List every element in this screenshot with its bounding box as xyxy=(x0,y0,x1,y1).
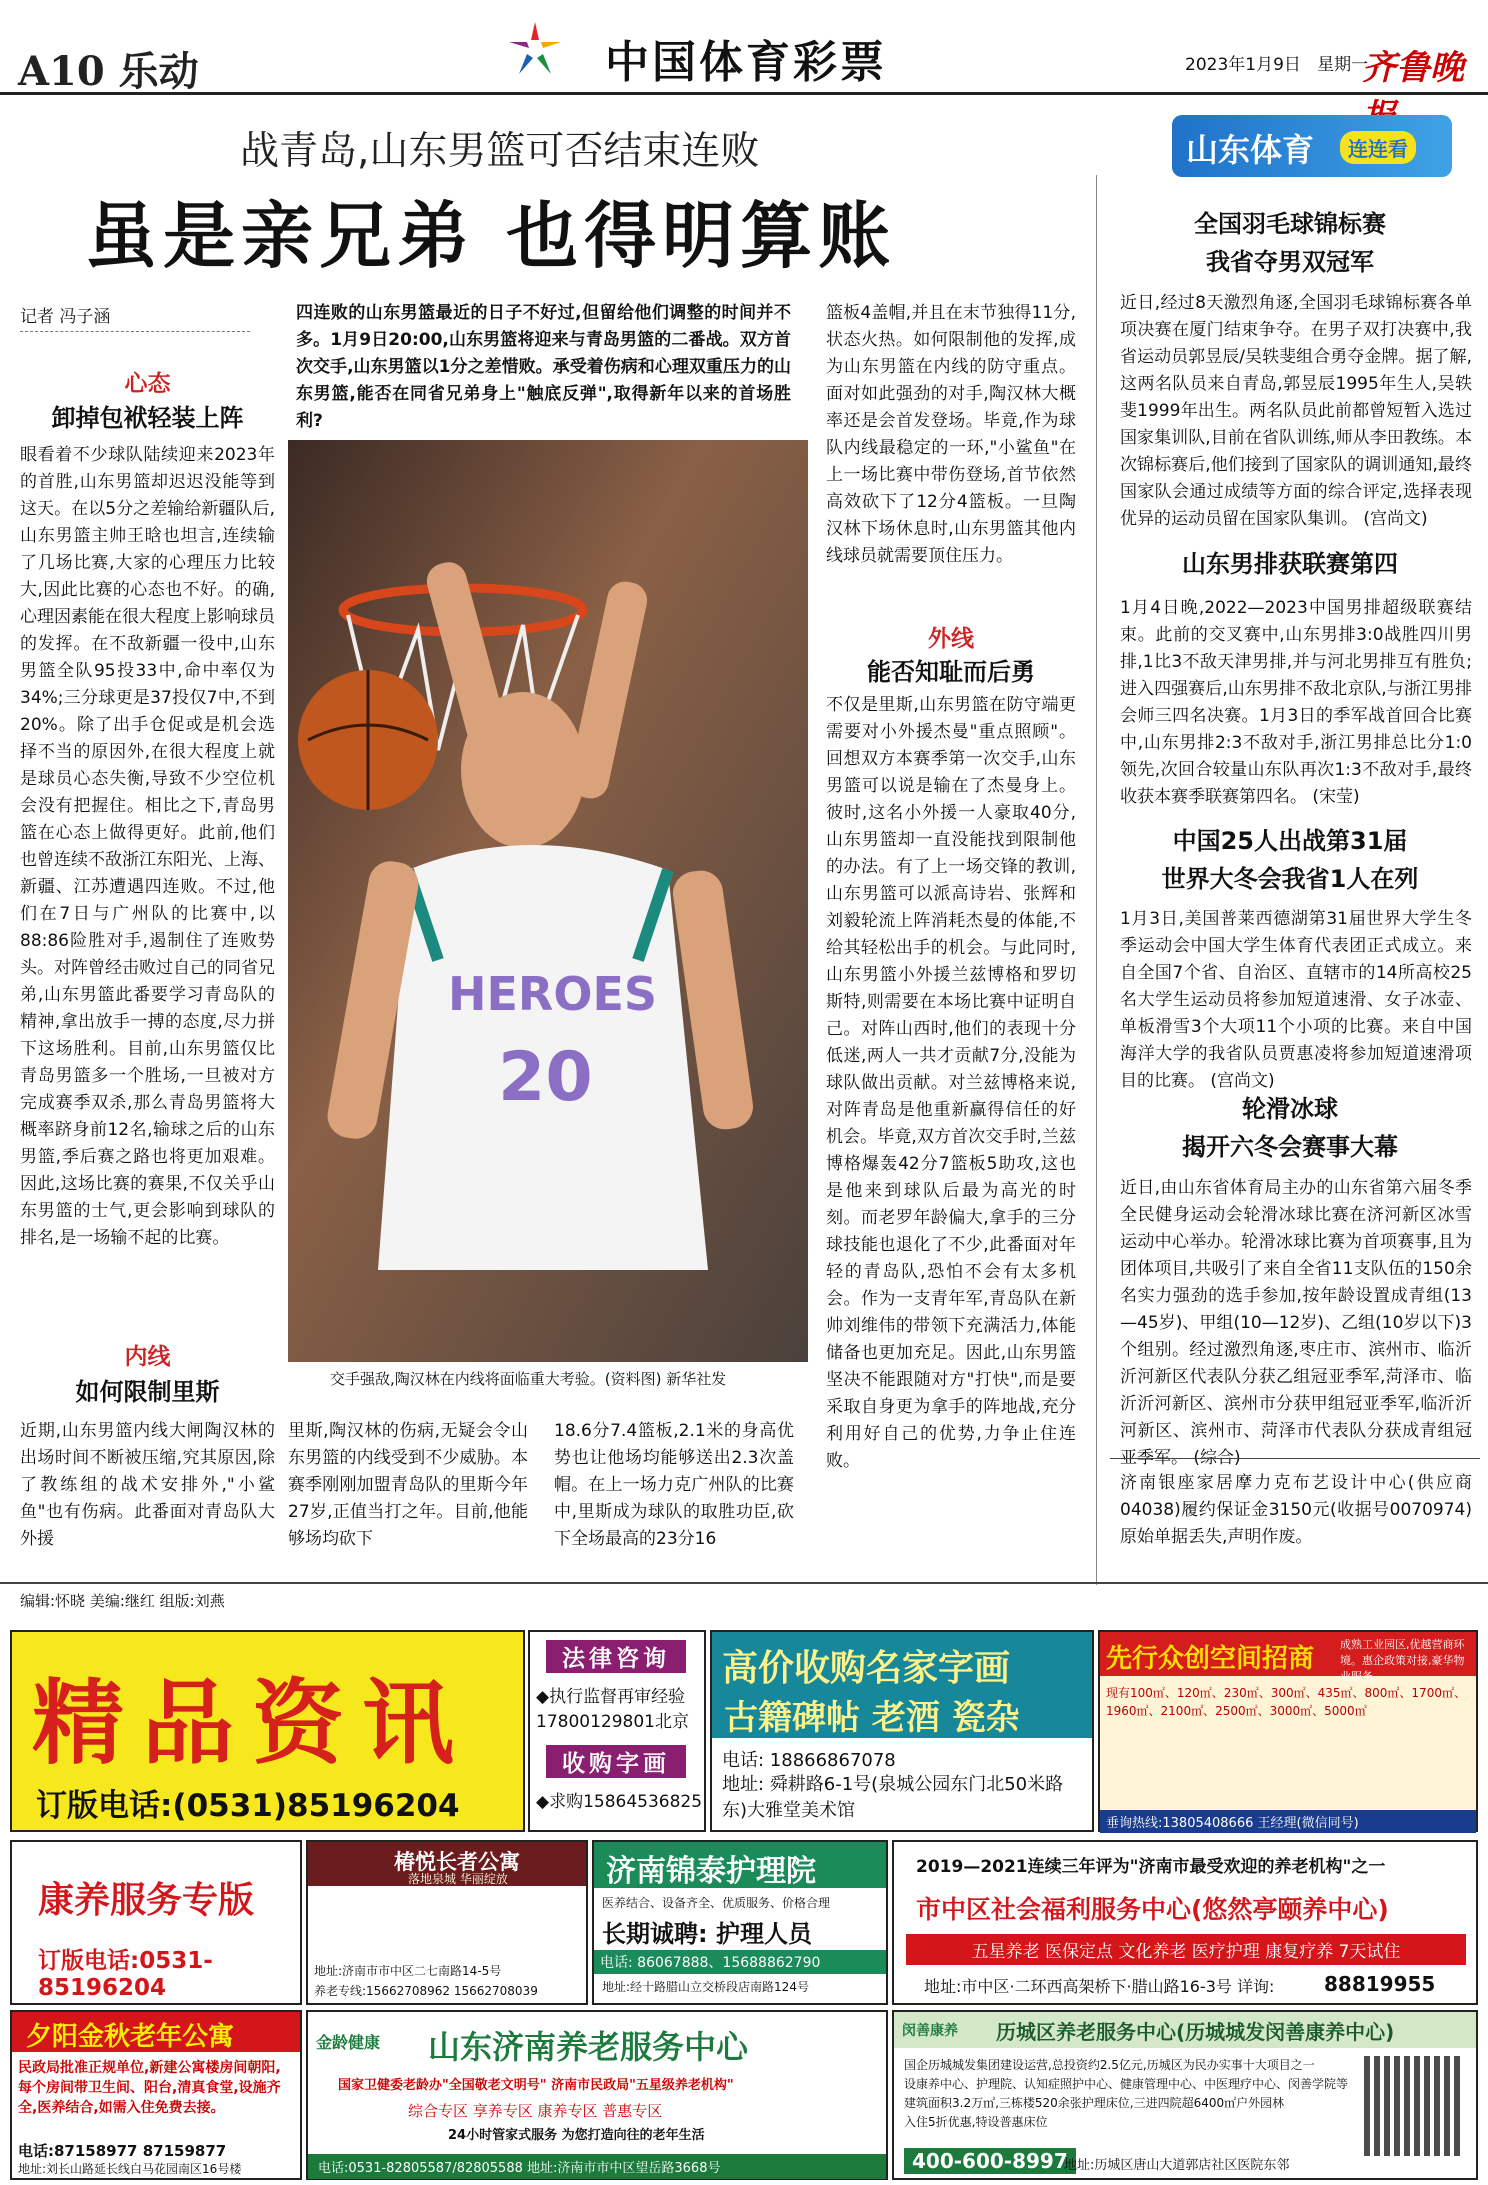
article-photo xyxy=(288,440,808,1362)
ad-jinling: 金龄健康 山东济南养老服务中心 国家卫健委老龄办"全国敬老文明号" 济南市民政局"五星级养老机构" 综合专区 享养专区 康养专区 普惠专区 24小时管家式服务 为您打造向往的老年生活 电话:0531-82805587/82805588 地址:济南市市中区望岳路3668号 xyxy=(306,2010,888,2180)
article-headline: 虽是亲兄弟 也得明算账 xyxy=(85,193,897,278)
page-number: A10 乐动 xyxy=(18,48,199,95)
news-3-text: 1月3日,美国普莱西德湖第31届世界大学生冬季运动会中国大学生体育代表团正式成立。来自全国7个省、自治区、直辖市的14所高校25名大学生运动员将参加短道速滑、女子冰壶、单板滑雪3个大项11个小项的比赛。来自中国海洋大学的我省队员贾惠凌将参加短道速滑项目的比赛。 (宫尚文) xyxy=(1120,909,1472,1091)
news-1-text: 近日,经过8天激烈角逐,全国羽毛球锦标赛各单项决赛在厦门结束争夺。在男子双打决赛中,我省运动员郭昱辰/吴轶斐组合勇夺金牌。据了解,这两名队员来自青岛,郭昱辰1995年生人,吴轶斐1999年出生。两名队员此前都曾短暂入选过国家集训队,目前在省队训练,师从李田教练。本次锦标赛后,他们接到了国家队的调训通知,最终国家队会通过成绩等方面的综合评定,选择表现优异的运动员留在国家队集训。 (宫尚文) xyxy=(1120,293,1472,529)
ad-xiyang: 夕阳金秋老年公寓 民政局批准正规单位,新建公寓楼房间朝阳,每个房间带卫生间、阳台,清真食堂,设施齐全,医养结合,如需入住免费去接。 电话:87158977 87159877 地址:刘长山路延长线白马花园南区16号楼 xyxy=(10,2010,302,2180)
column-3b-text: 18.6分7.4篮板,2.1米的身高优势也让他场均能够送出2.3次盖帽。在上一场力克广州队的比赛中,里斯成为球队的取胜功臣,砍下全场最高的23分16 xyxy=(554,1421,794,1549)
section-title-inside: 如何限制里斯 xyxy=(75,1378,220,1406)
news-1-title: 全国羽毛球锦标赛 我省夺男双冠军 xyxy=(1194,210,1386,276)
jersey-text: HEROES xyxy=(448,967,657,1021)
news-3-title: 中国25人出战第31届 世界大冬会我省1人在列 xyxy=(1161,827,1419,893)
news-4-title: 轮滑冰球 揭开六冬会赛事大幕 xyxy=(1182,1095,1398,1161)
lost-notice: 济南银座家居摩力克布艺设计中心(供应商04038)履约保证金3150元(收据号0070974)原始单据丢失,声明作废。 xyxy=(1120,1473,1472,1547)
lottery-brand: 中国体育彩票 xyxy=(605,37,887,88)
jersey-number: 20 xyxy=(498,1038,593,1117)
article-intro: 四连败的山东男篮最近的日子不好过,但留给他们调整的时间并不多。1月9日20:00,山东男篮将迎来与青岛男篮的二番战。双方首次交手,山东男篮以1分之差惜败。承受着伤病和心理双重压力的山东男篮,能否在同省兄弟身上"触底反弹",取得新年以来的首场胜利? xyxy=(296,303,791,431)
footer-rule xyxy=(0,1582,1488,1584)
section-tag-outside: 外线 xyxy=(928,626,974,652)
ad-jingpin: 精品资讯 订版电话:(0531)85196204 xyxy=(10,1630,525,1832)
ad-calligraphy: 高价收购名家字画 古籍碑帖 老酒 瓷杂 电话: 18866867078 地址: 舜耕路6-1号(泉城公园东门北50米路东)大雅堂美术馆 xyxy=(710,1630,1094,1832)
article-subhead: 战青岛,山东男篮可否结束连败 xyxy=(240,129,760,174)
photo-caption: 交手强敌,陶汉林在内线将面临重大考验。(资料图) 新华社发 xyxy=(330,1370,727,1388)
column-2b-text: 里斯,陶汉林的伤病,无疑会令山东男篮的内线受到不少威胁。本赛季刚刚加盟青岛队的里斯今年27岁,正值当打之年。目前,他能够场均砍下 xyxy=(288,1421,528,1549)
news-2-text: 1月4日晚,2022—2023中国男排超级联赛结束。此前的交叉赛中,山东男排3:0战胜四川男排,1比3不敌天津男排,并与河北男排互有胜负;进入四强赛后,山东男排不敌北京队,与浙江男排会师三四名决赛。1月3日的季军战首回合比赛中,山东男排2:3不敌对手,浙江男排总比分1:0领先,次回合较量山东队再次1:3不敌对手,最终收获本赛季联赛第四名。 (宋莹) xyxy=(1120,598,1472,807)
date: 2023年1月9日 星期一 xyxy=(1185,55,1369,75)
news-4-text: 近日,由山东省体育局主办的山东省第六届冬季全民健身运动会轮滑冰球比赛在济河新区冰雪运动中心举办。轮滑冰球比赛为首项赛事,且为团体项目,共吸引了来自全省11支队伍的150余名实力强劲的选手参加,按年龄设置成青组(13—45岁)、甲组(10—12岁)、乙组(10岁以下)3个组别。经过激烈角逐,枣庄市、滨州市、临沂沂河新区代表队分获乙组冠亚季军,菏泽市、临沂沂河新区、滨州市分获甲组冠亚季军,临沂沂河新区、滨州市、菏泽市代表队分获成青组冠亚季军。 (综合) xyxy=(1120,1178,1472,1468)
sidebar-banner: 山东体育 连连看 xyxy=(1172,115,1452,177)
dunk-photo-illustration xyxy=(288,440,808,1362)
byline: 记者 冯子涵 xyxy=(20,302,250,332)
page-header xyxy=(0,0,1488,95)
qr-code-icon xyxy=(1364,2056,1464,2156)
column-4-text: 篮板4盖帽,并且在末节独得11分,状态火热。如何限制他的发挥,成为山东男篮在内线的防守重点。面对如此强劲的对手,陶汉林大概率还是会首发登场。毕竟,作为球队内线最稳定的一环,"小鲨鱼"在上一场比赛中带伤登场,首节依然高效砍下了12分4篮板。一旦陶汉林下场休息时,山东男篮其他内线球员就需要顶住压力。 xyxy=(826,303,1076,566)
section-tag-inside: 内线 xyxy=(124,1344,171,1370)
ad-chunyue: 椿悦长者公寓 落地泉城 华丽绽放 地址:济南市市中区二七南路14-5号 养老专线:15662708962 15662708039 xyxy=(306,1840,588,2005)
section-title-mindset: 卸掉包袱轻装上阵 xyxy=(51,404,244,432)
sidebar-divider xyxy=(1096,175,1097,1585)
notice-divider xyxy=(1110,1458,1480,1459)
ad-shizhong: 2019—2021连续三年评为"济南市最受欢迎的养老机构"之一 市中区社会福利服务中心(悠然亭颐养中心) 五星养老 医保定点 文化养老 医疗护理 康复疗养 7天试住 地址:市中区·二环西高架桥下·腊山路16-3号 详询: 88819955 xyxy=(892,1840,1478,2005)
ad-jintai: 济南锦泰护理院 医养结合、设备齐全、优质服务、价格合理 长期诚聘: 护理人员 电话: 86067888、15688862790 地址:经十路腊山立交桥段店南路124号 xyxy=(592,1840,888,2005)
ad-incubator: 先行众创空间招商 成熟工业园区,优越营商环境。惠企政策对接,豪华物业服务。 现有100㎡、120㎡、230㎡、300㎡、435㎡、800㎡、1700㎡、1960㎡、2100㎡、2500㎡、3000㎡、5000㎡ 垂询热线:13805408666 王经理(微信同号) xyxy=(1098,1630,1478,1832)
section-title-outside: 能否知耻而后勇 xyxy=(867,658,1035,686)
column-4b-text: 不仅是里斯,山东男篮在防守端更需要对小外援杰曼"重点照顾"。回想双方本赛季第一次交手,山东男篮可以说是输在了杰曼身上。彼时,这名小外援一人豪取40分,山东男篮却一直没能找到限制他的办法。有了上一场交锋的教训,山东男篮可以派高诗岩、张辉和刘毅轮流上阵消耗杰曼的体能,不给其轻松出手的机会。与此同时,山东男篮小外援兰兹博格和罗切斯特,则需要在本场比赛中证明自己。对阵山西时,他们的表现十分低迷,两人一共才贡献7分,没能为球队做出贡献。对兰兹博格来说,对阵青岛是他重新赢得信任的好机会。毕竟,双方首次交手时,兰兹博格爆轰42分7篮板5助攻,这也是他来到球队后最为高光的时刻。而老罗年龄偏大,拿手的三分球技能也退化了不少,此番面对年轻的青岛队,恐怕不会有太多机会。作为一支青年军,青岛队在新帅刘维伟的带领下充满活力,体能储备也更加充足。因此,山东男篮坚决不能跟随对方"打快",而是要采取自身更为拿手的阵地战,充分利用好自己的优势,力争止住连败。 xyxy=(826,695,1076,1471)
newspaper-name: 齐鲁晚 xyxy=(1362,48,1464,88)
editor-credits: 编辑:怀晓 美编:继红 组版:刘燕 xyxy=(20,1592,225,1610)
ad-legal: 法律咨询 ◆执行监督再审经验 17800129801北京 收购字画 ◆求购15864536825 xyxy=(528,1630,706,1832)
news-2-title: 山东男排获联赛第四 xyxy=(1182,550,1398,578)
ad-mingshan: 闵善康养 历城区养老服务中心(历城城发闵善康养中心) 国企历城城发集团建设运营,总投资约2.5亿元,历城区为民办实事十大项目之一 设康养中心、护理院、认知症照护中心、健康管理中心、中医理疗中心、闵善学院等 建筑面积3.2万㎡,三栋楼520余张护理床位,三进四院超6400㎡户外园林 入住5折优惠,特设普惠床位 400-600-8997 地址:历城区唐山大道郭店社区医院东邻 xyxy=(892,2010,1478,2180)
lottery-logo-icon xyxy=(505,18,565,78)
section-tag-mindset: 心态 xyxy=(124,371,171,397)
ad-kangyang: 康养服务专版 订版电话:0531-85196204 xyxy=(10,1840,302,2005)
column-1-text: 眼看着不少球队陆续迎来2023年的首胜,山东男篮却迟迟没能等到这天。在以5分之差输给新疆队后,山东男篮主帅王晗也坦言,连续输了几场比赛,大家的心理压力比较大,因此比赛的心态也不好。的确,心理因素能在很大程度上影响球员的发挥。在不敌新疆一役中,山东男篮全队95投33中,命中率仅为34%;三分球更是37投仅7中,不到20%。除了出手仓促或是机会选择不当的原因外,在很大程度上就是球员心态失衡,导致不少空位机会没有把握住。相比之下,青岛男篮在心态上做得更好。此前,他们也曾连续不敌浙江东阳光、上海、新疆、江苏遭遇四连败。不过,他们在7日与广州队的比赛中,以88:86险胜对手,遏制住了连败势头。对阵曾经击败过自己的同省兄弟,山东男篮此番要学习青岛队的精神,拿出放手一搏的态度,尽力拼下这场胜利。目前,山东男篮仅比青岛男篮多一个胜场,一旦被对方完成赛季双杀,那么青岛男篮将大概率跻身前12名,输球之后的山东男篮,季后赛之路也将更加艰难。因此,这场比赛的赛果,不仅关乎山东男篮的士气,更会影响到球队的排名,是一场输不起的比赛。 xyxy=(20,445,275,1248)
column-1b-text: 近期,山东男篮内线大闸陶汉林的出场时间不断被压缩,究其原因,除了教练组的战术安排外,"小鲨鱼"也有伤病。此番面对青岛队大外援 xyxy=(20,1421,275,1549)
